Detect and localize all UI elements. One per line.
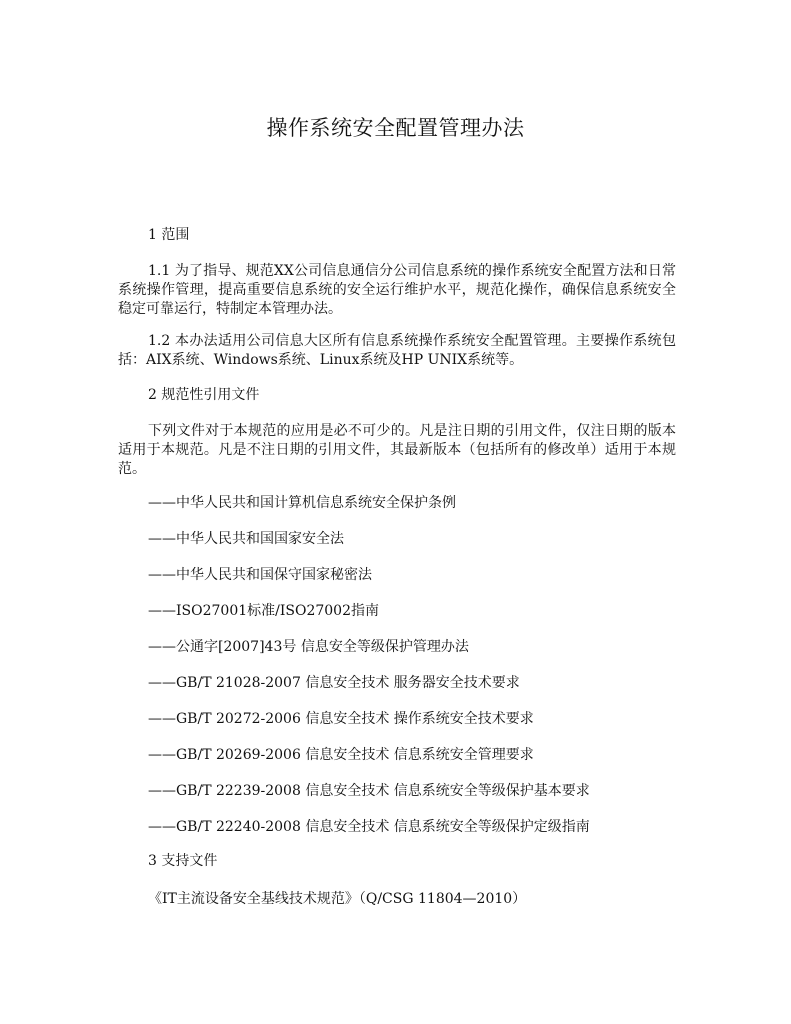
reference-item: ——中华人民共和国国家安全法 bbox=[148, 531, 344, 547]
document-title: 操作系统安全配置管理办法 bbox=[266, 116, 525, 140]
support-document-item: 《IT主流设备安全基线技术规范》（Q/CSG 11804—2010） bbox=[148, 891, 527, 907]
section-2-intro: 下列文件对于本规范的应用是必不可少的。凡是注日期的引用文件，仅注日期的版本适用于本规范。凡是不注日期的引用文件，其最新版本（包括所有的修改单）适用于本规范。 bbox=[118, 423, 676, 477]
reference-item: ——中华人民共和国保守国家秘密法 bbox=[148, 567, 372, 583]
reference-item: ——GB/T 21028-2007 信息安全技术 服务器安全技术要求 bbox=[148, 675, 520, 691]
reference-item: ——GB/T 20272-2006 信息安全技术 操作系统安全技术要求 bbox=[148, 711, 534, 727]
section-1-paragraph-2: 1.2 本办法适用公司信息大区所有信息系统操作系统安全配置管理。主要操作系统包括：AIX系统、Windows系统、Linux系统及HP UNIX系统等。 bbox=[118, 333, 676, 368]
reference-item: ——GB/T 22240-2008 信息安全技术 信息系统安全等级保护定级指南 bbox=[148, 819, 590, 835]
section-1-heading: 1 范围 bbox=[148, 227, 190, 243]
section-2-heading: 2 规范性引用文件 bbox=[148, 387, 260, 403]
reference-item: ——ISO27001标准/ISO27002指南 bbox=[148, 603, 379, 619]
section-3-heading: 3 支持文件 bbox=[148, 853, 218, 869]
reference-item: ——GB/T 20269-2006 信息安全技术 信息系统安全管理要求 bbox=[148, 747, 534, 763]
reference-item: ——GB/T 22239-2008 信息安全技术 信息系统安全等级保护基本要求 bbox=[148, 783, 590, 799]
reference-item: ——公通字[2007]43号 信息安全等级保护管理办法 bbox=[148, 639, 469, 655]
reference-item: ——中华人民共和国计算机信息系统安全保护条例 bbox=[148, 495, 456, 511]
section-1-paragraph-1: 1.1 为了指导、规范XX公司信息通信分公司信息系统的操作系统安全配置方法和日常系统操作管理，提高重要信息系统的安全运行维护水平，规范化操作，确保信息系统安全稳定可靠运行，特制定本管理办法。 bbox=[118, 263, 676, 317]
